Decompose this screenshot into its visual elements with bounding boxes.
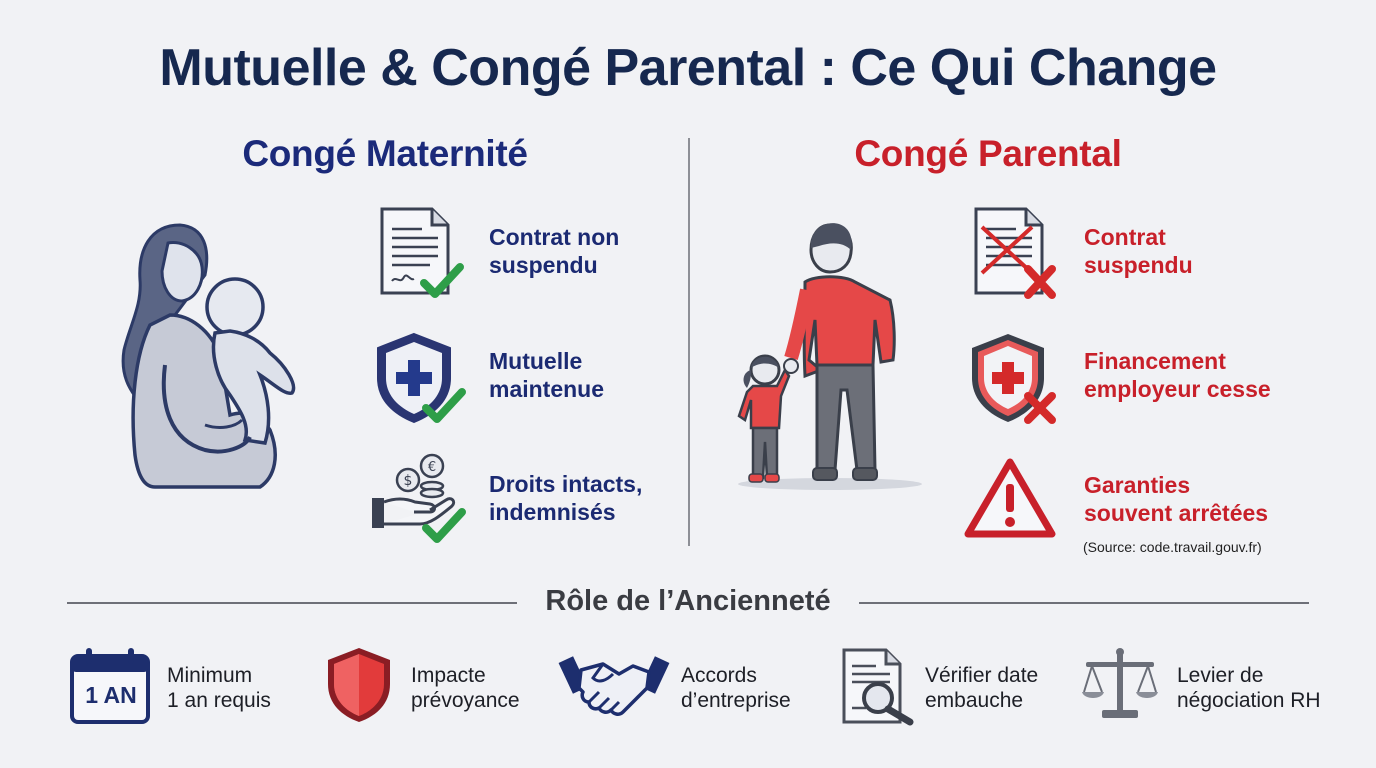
- svg-text:$: $: [403, 473, 413, 489]
- anciennete-item-1: Minimum 1 an requis: [167, 664, 271, 712]
- anciennete-item-5: Levier de négociation RH: [1177, 664, 1321, 712]
- maternite-heading: Congé Maternité: [242, 133, 528, 174]
- section-line-right: [859, 602, 1309, 604]
- anciennete-item-2: Impacte prévoyance: [411, 664, 520, 712]
- handshake-icon: [563, 652, 665, 718]
- parental-item-3: Garanties souvent arrêtées: [1084, 472, 1269, 526]
- shield-cross-check-icon: [374, 330, 470, 425]
- maternite-item-3: Droits intacts, indemnisés: [489, 471, 643, 525]
- page-title: Mutuelle & Congé Parental : Ce Qui Change: [159, 39, 1217, 97]
- column-divider: [688, 138, 690, 546]
- father-child-illustration: [735, 220, 925, 492]
- svg-text:€: €: [427, 460, 437, 475]
- anciennete-item-3: Accords d’entreprise: [681, 664, 791, 712]
- shield-icon: [324, 646, 394, 724]
- parental-item-1: Contrat suspendu: [1084, 224, 1193, 278]
- mother-baby-illustration: [110, 215, 310, 495]
- maternite-item-2: Mutuelle maintenue: [489, 348, 605, 402]
- anciennete-title: Rôle de l’Ancienneté: [545, 585, 831, 617]
- document-crossed-x-icon: [972, 205, 1064, 300]
- source-note: (Source: code.travail.gouv.fr): [1083, 539, 1262, 555]
- document-check-icon: [378, 205, 470, 300]
- section-line-left: [67, 602, 517, 604]
- hand-coins-check-icon: [370, 452, 470, 547]
- warning-triangle-icon: [964, 456, 1056, 540]
- shield-cross-x-icon: [968, 330, 1064, 425]
- scales-icon: [1080, 646, 1160, 724]
- anciennete-item-4: Vérifier date embauche: [925, 664, 1039, 712]
- parental-item-2: Financement employeur cesse: [1084, 348, 1271, 402]
- calendar-label: 1 AN: [85, 682, 137, 708]
- document-magnifier-icon: [840, 646, 918, 726]
- maternite-item-1: Contrat non suspendu: [489, 224, 620, 278]
- parental-heading: Congé Parental: [854, 133, 1122, 174]
